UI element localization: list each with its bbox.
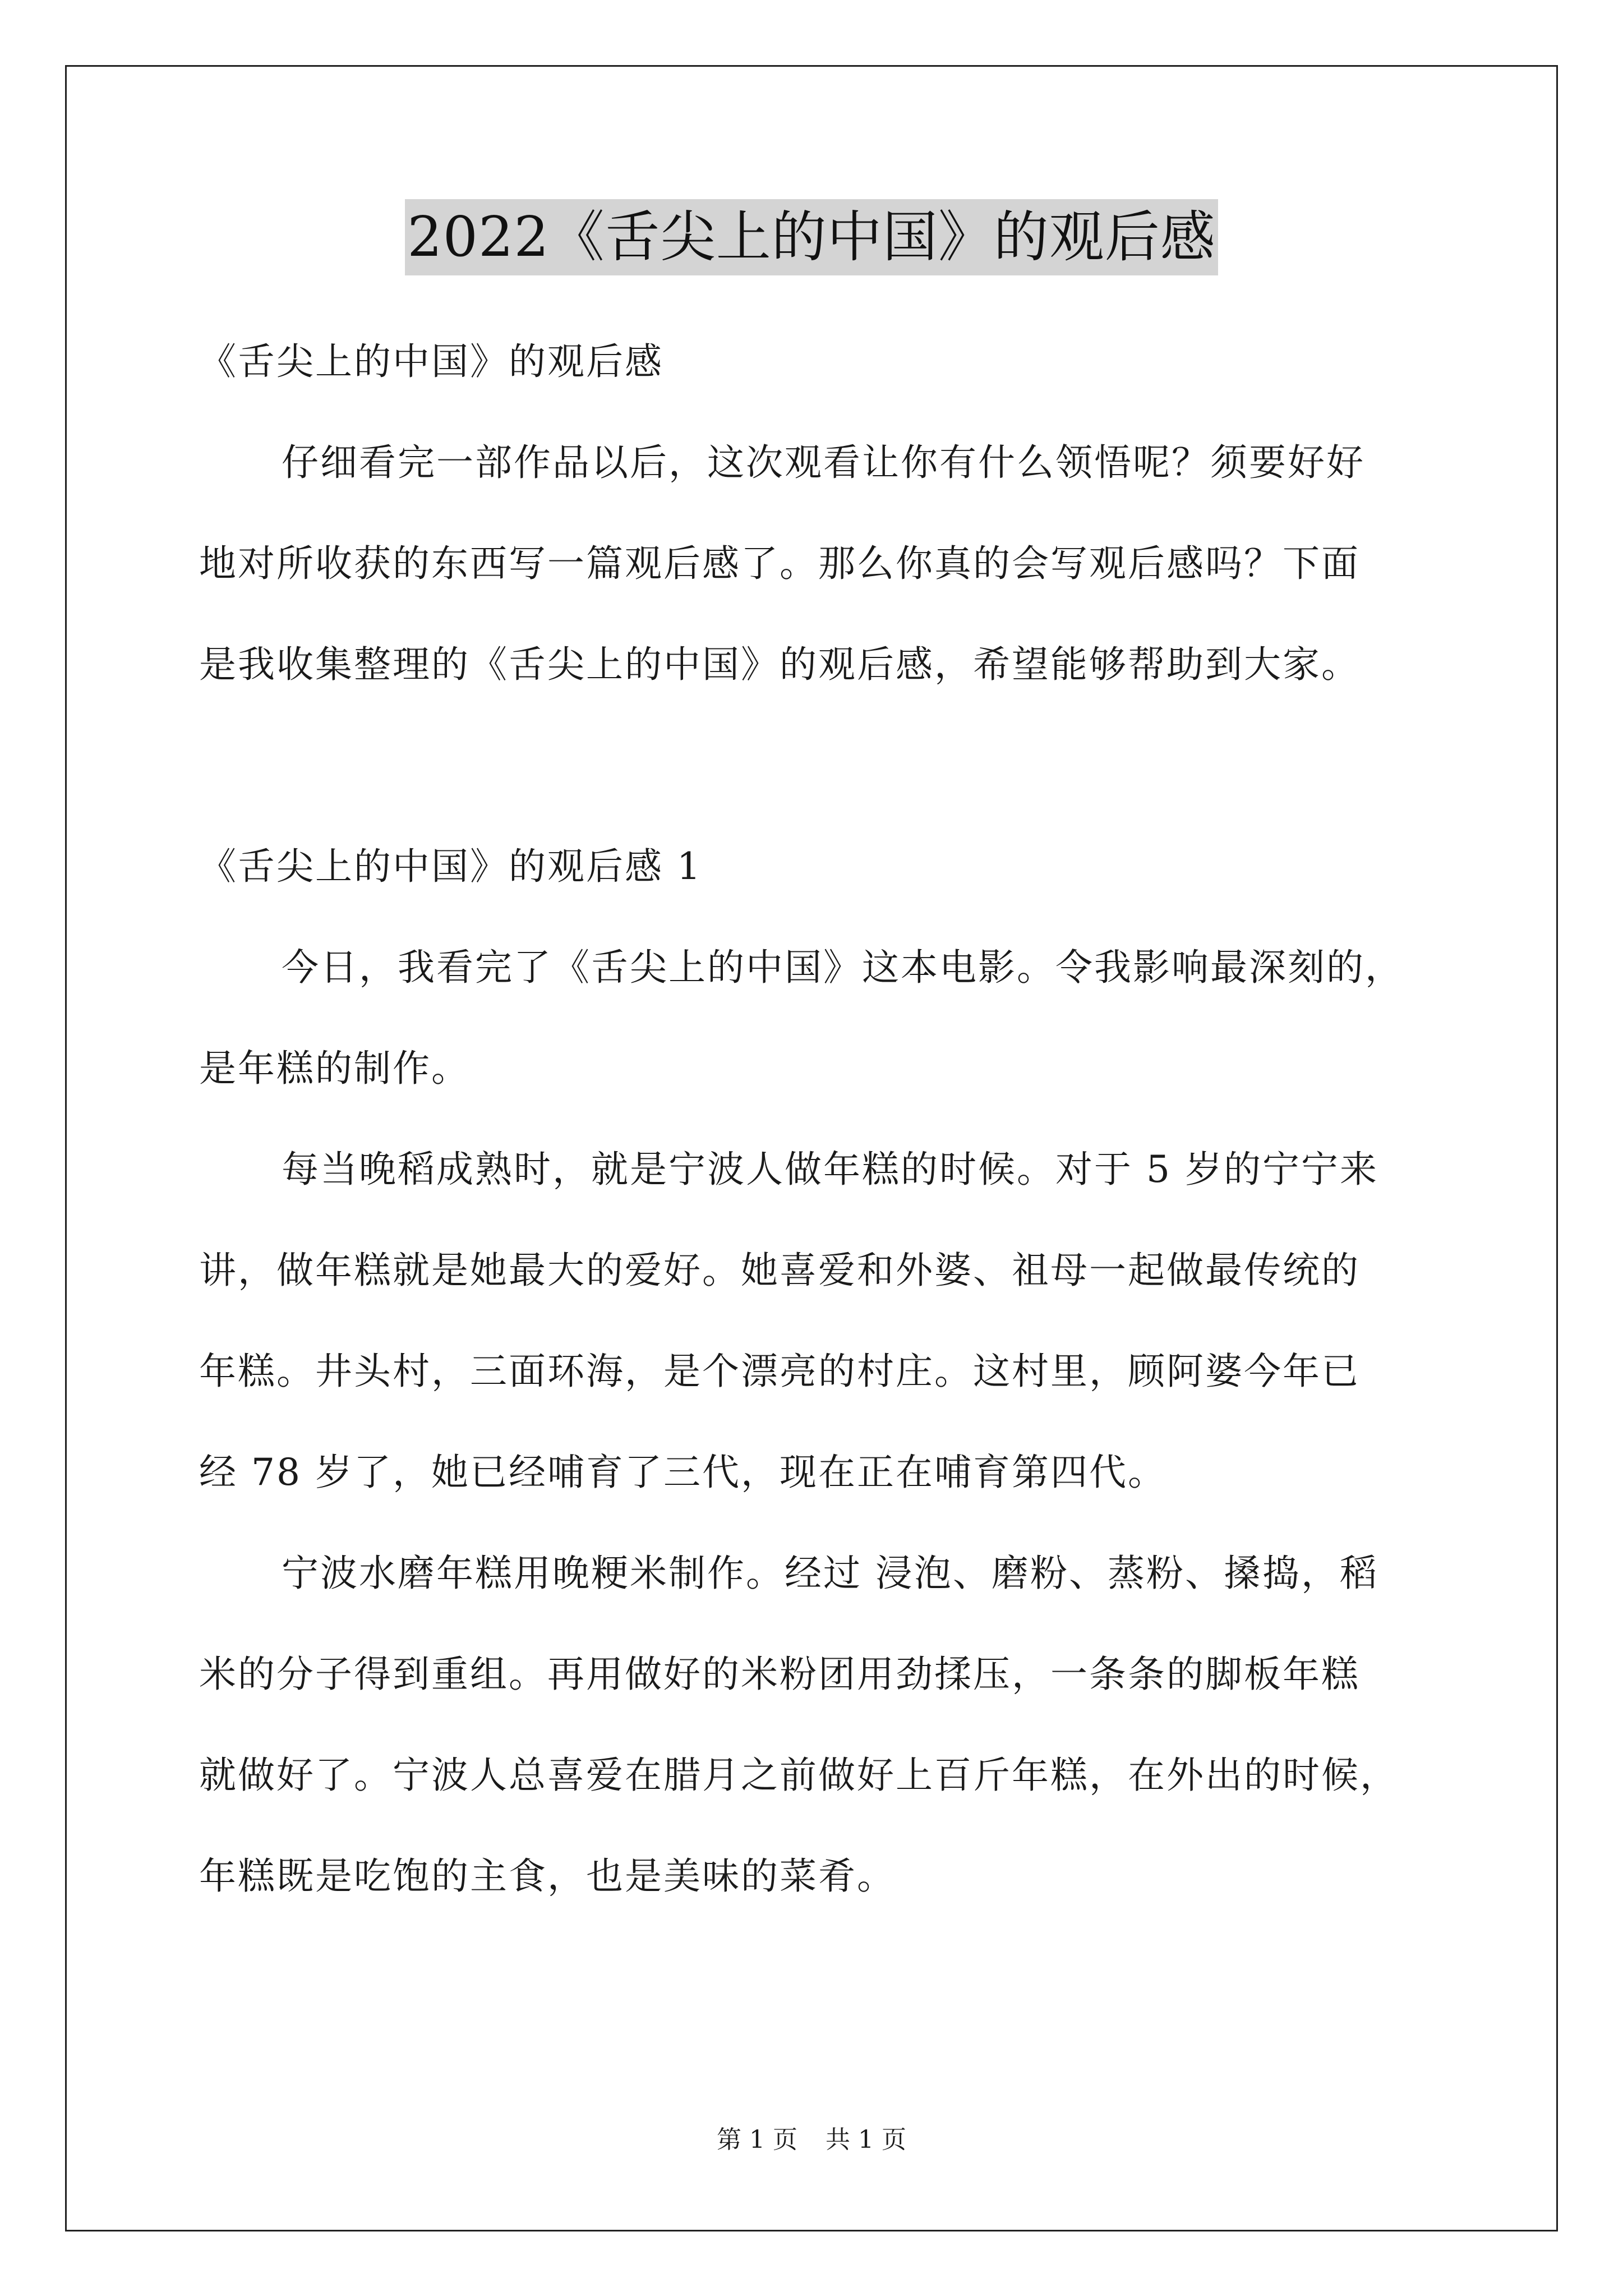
page-total: 共 1 页 (826, 2125, 906, 2154)
page-number: 第 1 页 (717, 2125, 797, 2154)
text-line: 是年糕的制作。 (199, 1047, 470, 1090)
text-line: 宁波水磨年糕用晚粳米制作。经过 浸泡、磨粉、蒸粉、搡捣，稻 (282, 1552, 1378, 1595)
text-line: 年糕既是吃饱的主食，也是美味的菜肴。 (199, 1855, 896, 1898)
title-container (0, 199, 1623, 275)
text-line: 就做好了。宁波人总喜爱在腊月之前做好上百斤年糕，在外出的时候， (199, 1754, 1399, 1797)
page-footer (0, 2123, 1623, 2157)
text-line: 地对所收获的东西写一篇观后感了。那么你真的会写观后感吗？下面 (199, 542, 1360, 585)
text-line: 米的分子得到重组。再用做好的米粉团用劲揉压，一条条的脚板年糕 (199, 1653, 1360, 1696)
document-body (199, 311, 1433, 1927)
text-line: 每当晚稻成熟时，就是宁波人做年糕的时候。对于 5 岁的宁宁来 (282, 1148, 1378, 1191)
text-line: 《舌尖上的中国》的观后感 (199, 340, 663, 383)
text-line: 讲，做年糕就是她最大的爱好。她喜爱和外婆、祖母一起做最传统的 (199, 1249, 1360, 1292)
text-line: 《舌尖上的中国》的观后感 1 (199, 845, 702, 888)
text-line: 今日，我看完了《舌尖上的中国》这本电影。令我影响最深刻的， (282, 946, 1404, 989)
text-line: 是我收集整理的《舌尖上的中国》的观后感，希望能够帮助到大家。 (199, 643, 1360, 686)
text-line: 年糕。井头村，三面环海，是个漂亮的村庄。这村里，顾阿婆今年已 (199, 1350, 1360, 1393)
document-title: 2022《舌尖上的中国》的观后感 (405, 199, 1218, 275)
text-line: 仔细看完一部作品以后，这次观看让你有什么领悟呢？须要好好 (282, 441, 1365, 484)
text-line: 经 78 岁了，她已经哺育了三代，现在正在哺育第四代。 (199, 1451, 1166, 1494)
blank-line (199, 715, 1433, 816)
